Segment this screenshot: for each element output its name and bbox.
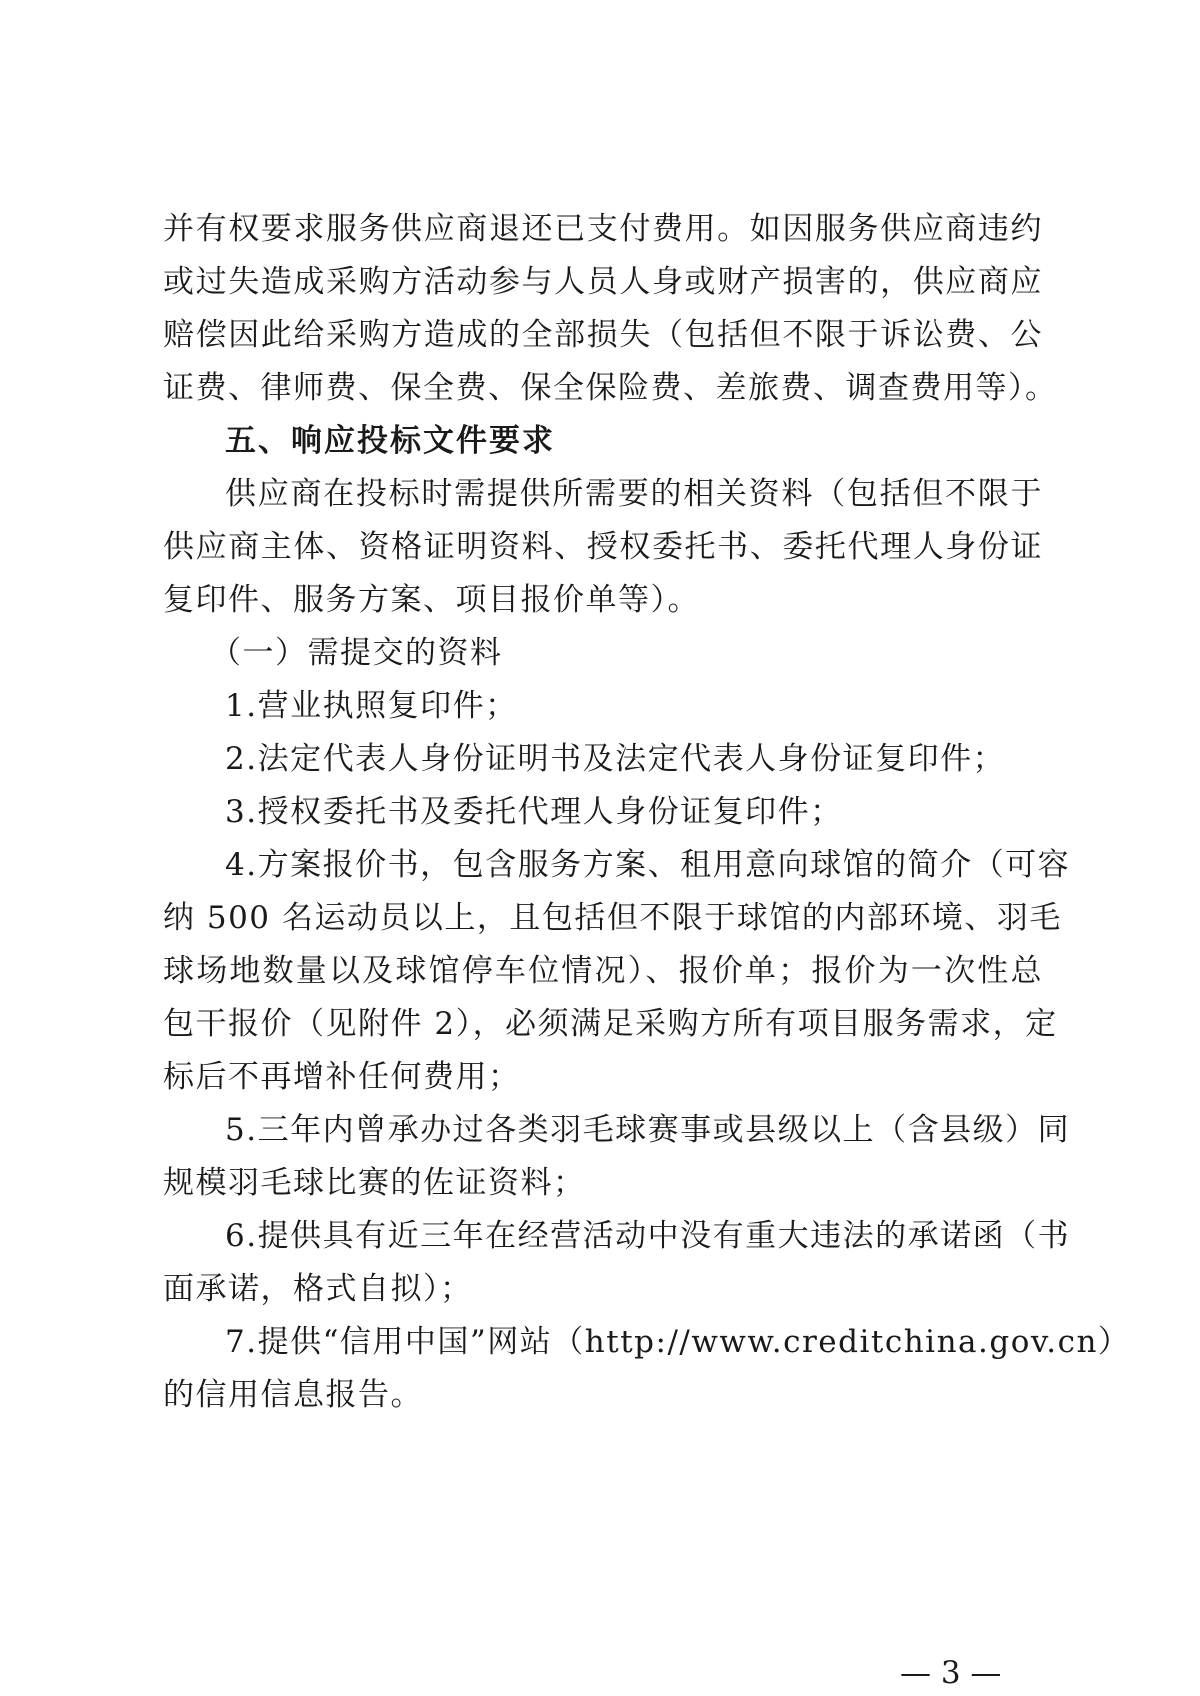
paragraph-line: 复印件、服务方案、项目报价单等）。	[163, 582, 700, 618]
list-item: 6.提供具有近三年在经营活动中没有重大违法的承诺函（书	[225, 1218, 1071, 1254]
list-item-continuation: 球场地数量以及球馆停车位情况）、报价单；报价为一次性总	[163, 953, 1043, 989]
list-item-continuation: 的信用信息报告。	[163, 1377, 423, 1413]
list-item-continuation: 包干报价（见附件 2），必须满足采购方所有项目服务需求，定	[163, 1006, 1058, 1042]
list-item: 2.法定代表人身份证明书及法定代表人身份证复印件；	[225, 741, 1006, 777]
paragraph-line: 供应商在投标时需提供所需要的相关资料（包括但不限于	[225, 476, 1043, 512]
section-heading: 五、响应投标文件要求	[225, 423, 555, 459]
list-item-continuation: 面承诺，格式自拟）；	[163, 1271, 473, 1307]
list-item: 7.提供“信用中国”网站（http://www.creditchina.gov.cn）	[225, 1324, 1131, 1360]
list-item-continuation: 规模羽毛球比赛的佐证资料；	[163, 1165, 586, 1201]
paragraph-line: 并有权要求服务供应商退还已支付费用。如因服务供应商违约	[163, 211, 1043, 247]
list-item: 1.营业执照复印件；	[225, 688, 518, 724]
page-number: — 3 —	[900, 1655, 1002, 1691]
subsection-heading: （一）需提交的资料	[210, 635, 503, 671]
list-item-continuation: 标后不再增补任何费用；	[163, 1059, 521, 1095]
paragraph-line: 证费、律师费、保全费、保全保险费、差旅费、调查费用等）。	[163, 370, 1058, 406]
list-item: 4.方案报价书，包含服务方案、租用意向球馆的简介（可容	[225, 847, 1071, 883]
paragraph-line: 或过失造成采购方活动参与人员人身或财产损害的，供应商应	[163, 264, 1043, 300]
list-item: 5.三年内曾承办过各类羽毛球赛事或县级以上（含县级）同	[225, 1112, 1071, 1148]
paragraph-line: 赔偿因此给采购方造成的全部损失（包括但不限于诉讼费、公	[163, 317, 1043, 353]
paragraph-line: 供应商主体、资格证明资料、授权委托书、委托代理人身份证	[163, 529, 1043, 565]
list-item-continuation: 纳 500 名运动员以上，且包括但不限于球馆的内部环境、羽毛	[163, 900, 1062, 936]
list-item: 3.授权委托书及委托代理人身份证复印件；	[225, 794, 843, 830]
